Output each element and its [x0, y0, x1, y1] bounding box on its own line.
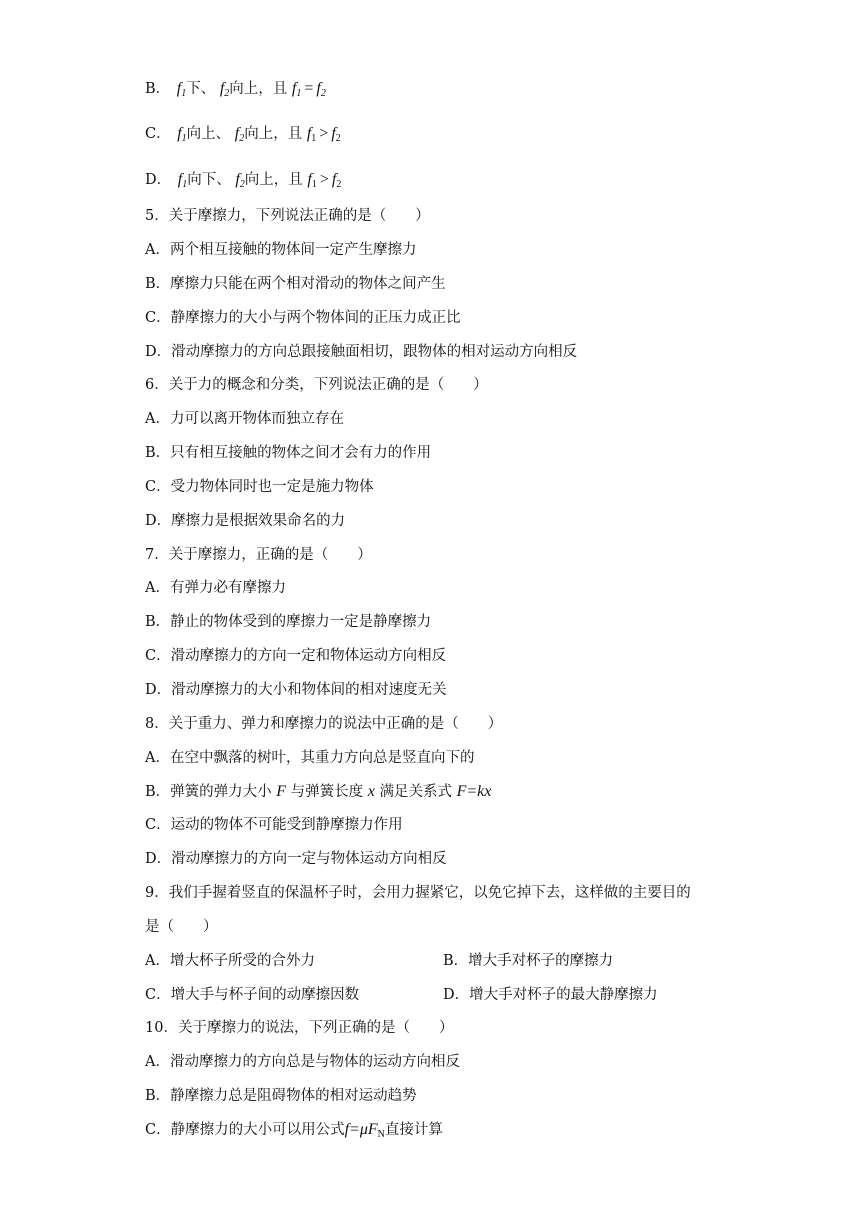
- prev-option-c[interactable]: C． $f_1$向上、 $f_2$向上，且 $f_1 > f_2$: [145, 125, 341, 144]
- q6-option-b[interactable]: B．只有相互接触的物体之间才会有力的作用: [145, 445, 432, 461]
- force-symbol: F: [276, 783, 287, 800]
- q6-stem: 6．关于力的概念和分类，下列说法正确的是（ ）: [145, 377, 488, 393]
- prev-option-b[interactable]: B． $f_1$下、 $f_2$向上，且 $f_1 = f_2$: [145, 80, 326, 99]
- q9-stem-line1: 9．我们手握着竖直的保温杯子时，会用力握紧它，以免它掉下去，这样做的主要目的: [145, 885, 691, 901]
- q7-stem: 7．关于摩擦力，正确的是（ ）: [145, 547, 372, 563]
- f2-symbol: $f_2$: [316, 80, 326, 99]
- q7-option-c[interactable]: C．滑动摩擦力的方向一定和物体运动方向相反: [145, 648, 447, 664]
- q8-option-c[interactable]: C．运动的物体不可能受到静摩擦力作用: [145, 817, 403, 833]
- length-symbol: x: [367, 783, 375, 800]
- f2-symbol: $f_2$: [219, 80, 230, 99]
- q9-options-row1: [145, 951, 760, 971]
- f1-symbol: $f_1$: [176, 80, 187, 99]
- q9-stem-line2: 是（ ）: [145, 919, 218, 935]
- q10-option-c[interactable]: C．静摩擦力的大小可以用公式$f=\mu F_N$直接计算: [145, 1121, 443, 1140]
- friction-formula: $f=\mu F_N$: [344, 1121, 385, 1140]
- f1-symbol: $f_1$: [177, 125, 187, 144]
- q9-option-a[interactable]: A．增大杯子所受的合外力: [145, 953, 315, 969]
- q10-stem: 10．关于摩擦力的说法，下列正确的是（ ）: [145, 1020, 454, 1036]
- q5-option-c[interactable]: C．静摩擦力的大小与两个物体间的正压力成正比: [145, 310, 461, 326]
- f1-symbol: $f_1$: [291, 80, 302, 99]
- f2-symbol: $f_2$: [331, 171, 342, 190]
- q8-stem: 8．关于重力、弹力和摩擦力的说法中正确的是（ ）: [145, 716, 503, 732]
- q5-option-d[interactable]: D．滑动摩擦力的方向总跟接触面相切，跟物体的相对运动方向相反: [145, 344, 578, 360]
- q8-option-a[interactable]: A．在空中飘落的树叶，其重力方向总是竖直向下的: [145, 750, 475, 766]
- q9-option-d[interactable]: D．增大手对杯子的最大静摩擦力: [443, 987, 658, 1003]
- f1-symbol: $f_1$: [306, 125, 317, 144]
- relation-operator: >: [319, 125, 329, 142]
- prev-option-d[interactable]: D． $f_1$向下、 $f_2$向上，且 $f_1 > f_2$: [145, 171, 342, 190]
- q8-option-b[interactable]: B．弹簧的弹力大小 F 与弹簧长度 x 满足关系式 F=kx: [145, 783, 492, 800]
- q6-option-a[interactable]: A．力可以离开物体而独立存在: [145, 411, 344, 427]
- f1-symbol: $f_1$: [177, 171, 188, 190]
- q9-options-row2: [145, 985, 760, 1005]
- f2-symbol: $f_2$: [234, 125, 245, 144]
- q7-option-a[interactable]: A．有弹力必有摩擦力: [145, 580, 286, 596]
- q7-option-d[interactable]: D．滑动摩擦力的大小和物体间的相对速度无关: [145, 682, 447, 698]
- f2-symbol: $f_2$: [235, 171, 245, 190]
- relation-operator: >: [319, 171, 329, 188]
- q10-option-a[interactable]: A．滑动摩擦力的方向总是与物体的运动方向相反: [145, 1054, 460, 1070]
- q9-option-c[interactable]: C．增大手与杯子间的动摩擦因数: [145, 987, 360, 1003]
- f2-symbol: $f_2$: [331, 125, 341, 144]
- q7-option-b[interactable]: B．静止的物体受到的摩擦力一定是静摩擦力: [145, 614, 432, 630]
- q6-option-d[interactable]: D．摩擦力是根据效果命名的力: [145, 513, 346, 529]
- q5-option-b[interactable]: B．摩擦力只能在两个相对滑动的物体之间产生: [145, 276, 446, 292]
- q6-option-c[interactable]: C．受力物体同时也一定是施力物体: [145, 479, 374, 495]
- q10-option-b[interactable]: B．静摩擦力总是阻碍物体的相对运动趋势: [145, 1088, 417, 1104]
- q5-option-a[interactable]: A．两个相互接触的物体间一定产生摩擦力: [145, 242, 417, 258]
- q5-stem: 5．关于摩擦力，下列说法正确的是（ ）: [145, 208, 430, 224]
- relation-operator: =: [304, 80, 314, 97]
- q9-option-b[interactable]: B．增大手对杯子的摩擦力: [443, 953, 614, 969]
- q8-option-d[interactable]: D．滑动摩擦力的方向一定与物体运动方向相反: [145, 851, 447, 867]
- hooke-formula: F=kx: [456, 783, 492, 800]
- f1-symbol: $f_1$: [307, 171, 317, 190]
